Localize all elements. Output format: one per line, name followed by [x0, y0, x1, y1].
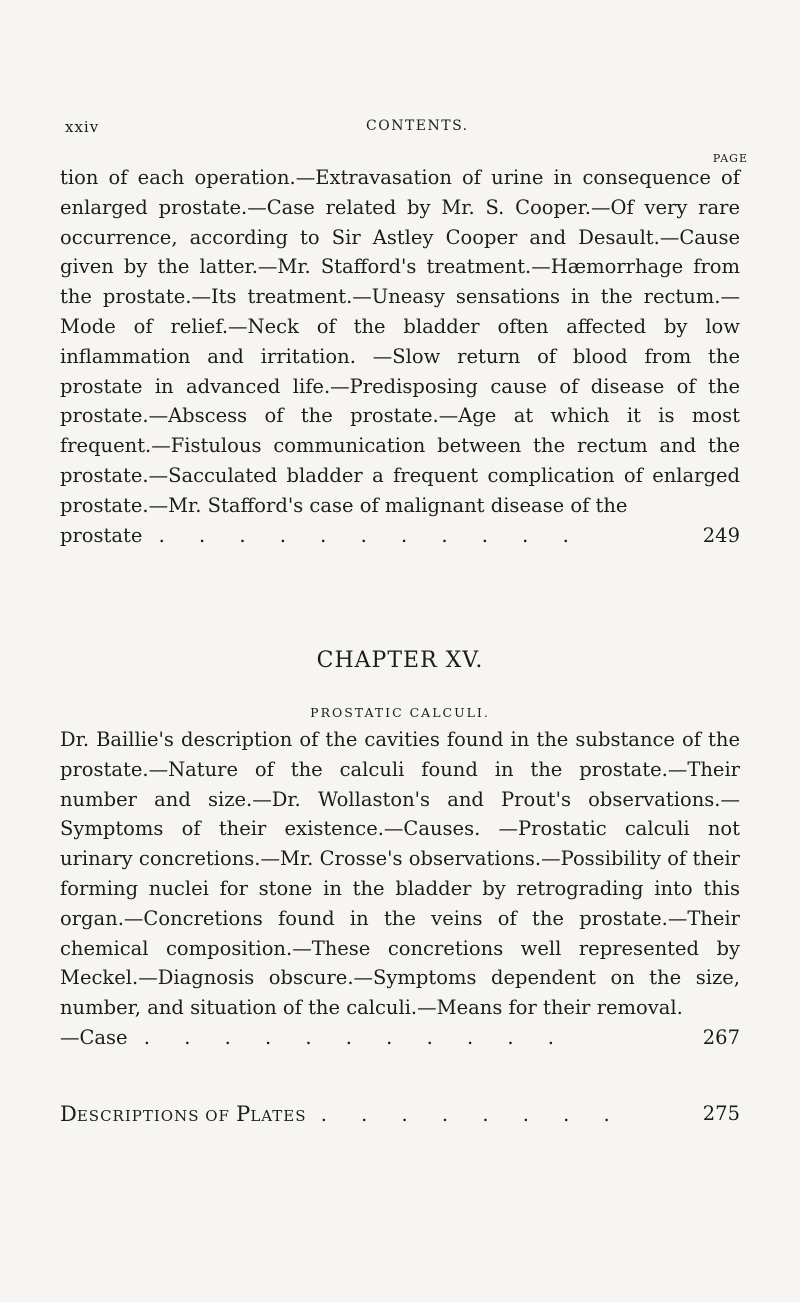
- plates-word-descriptions-of: ESCRIPTIONS OF: [76, 1107, 230, 1125]
- running-head: [60, 118, 740, 138]
- plates-word-plates: LATES: [250, 1107, 307, 1125]
- plates-page-number: 275: [702, 1102, 740, 1125]
- chapter-heading: CHAPTER XV.: [316, 648, 484, 673]
- dot-leaders: . . . . . . . .: [320, 1103, 624, 1126]
- chapter-page-number: 267: [702, 1025, 740, 1049]
- entry-page-number: 249: [702, 523, 740, 547]
- contents-entry-continuation: [60, 163, 740, 550]
- page-column-label: PAGE: [712, 152, 748, 165]
- chapter-subtitle: PROSTATIC CALCULI.: [310, 705, 490, 720]
- dot-leaders: . . . . . . . . . . .: [143, 1025, 568, 1049]
- plates-initial-d: D: [60, 1102, 77, 1126]
- dot-leaders: . . . . . . . . . . .: [158, 523, 583, 547]
- chapter-contents-entry: [60, 725, 740, 1053]
- plates-initial-p: P: [236, 1102, 251, 1126]
- chapter-entry-text: Dr. Baillie's description of the cavities found in the substance of the prostate.—Nature of the calculi found in the prostate.—Their number and size.—Dr. Wollaston's and Prout's observations.—Symptoms of their existence.—Causes. —Prostatic calculi not urinary concretions.—Mr. Crosse's observations.—Possibility of their forming nuclei for stone in the bladder by retrograding into this organ.—Concretions found in the veins of the prostate.—Their chemical composition.—These concretions well represented by Meckel.—Diagnosis obscure.—Symptoms dependent on the size, number, and situation of the calculi.—Means for their removal.: [60, 728, 740, 1020]
- entry-final-line: [60, 521, 740, 551]
- entry-last-word: prostate: [60, 523, 143, 547]
- chapter-entry-final-line: [60, 1023, 740, 1053]
- plates-entry: [60, 1099, 740, 1131]
- running-title: CONTENTS.: [366, 118, 469, 134]
- page-folio: xxiv: [65, 118, 100, 136]
- chapter-entry-last-word: —Case: [60, 1025, 128, 1049]
- entry-text: tion of each operation.—Extravasation of urine in consequence of enlarged prostate.—Case related by Mr. S. Cooper.—Of very rare occurrence, according to Sir Astley Cooper and Desault.—Cause given by the latter.—Mr. Stafford's treatment.—Hæmorrhage from the prostate.—Its treatment.—Uneasy sensations in the rectum.—Mode of relief.—Neck of the bladder often affected by low inflammation and irritation. —Slow return of blood from the prostate in advanced life.—Predisposing cause of disease of the prostate.—Abscess of the prostate.—Age at which it is most frequent.—Fistulous communication between the rectum and the prostate.—Sacculated bladder a frequent complication of enlarged prostate.—Mr. Stafford's case of malignant disease of the: [60, 166, 740, 517]
- book-page: [60, 0, 748, 1302]
